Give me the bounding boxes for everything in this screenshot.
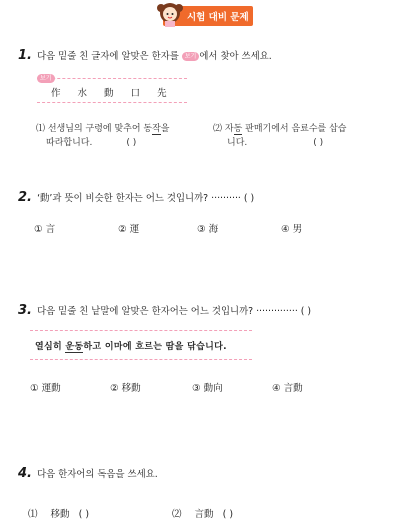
reading-item-1 xyxy=(28,506,89,520)
question-text: 다음 한자어의 독음을 쓰세요. xyxy=(37,469,158,480)
answer-blank[interactable]: ( ) xyxy=(313,138,324,148)
option-number: ① xyxy=(34,224,43,235)
option-number: ④ xyxy=(281,224,290,235)
sub-text: 니다. xyxy=(227,138,248,148)
option-value: 運 xyxy=(129,224,140,235)
section-badge xyxy=(163,6,253,26)
item-number: ⑴ xyxy=(28,509,38,520)
example-pill: 보기 xyxy=(182,52,200,61)
option-3-2[interactable] xyxy=(110,380,141,394)
sub-text: 따라합니다. xyxy=(46,138,93,148)
option-value: 動向 xyxy=(203,383,223,394)
option-2-1[interactable] xyxy=(34,221,55,235)
question-number: 2. xyxy=(18,190,32,205)
sub-text: ⑴ 선생님의 구령에 맞추어 동 xyxy=(36,124,153,134)
question-number: 3. xyxy=(18,303,32,318)
question-1 xyxy=(18,44,272,63)
badge-label: 시험 대비 문제 xyxy=(187,12,249,23)
sentence-part: 하고 이마에 흐르는 땀을 닦습니다. xyxy=(83,342,227,352)
option-value: 言 xyxy=(45,224,56,235)
sub-question-1 xyxy=(36,122,169,150)
divider xyxy=(30,330,252,331)
option-value: 移動 xyxy=(121,383,141,394)
option-3-4[interactable] xyxy=(272,380,303,394)
item-number: ⑵ xyxy=(172,509,182,520)
option-value: 海 xyxy=(208,224,219,235)
question-2 xyxy=(18,186,254,205)
sentence-box xyxy=(30,330,252,360)
option-2-3[interactable] xyxy=(197,221,218,235)
answer-blank[interactable]: ( ) xyxy=(126,138,137,148)
underlined-char: 동 xyxy=(233,124,243,134)
option-3-1[interactable] xyxy=(30,380,61,394)
question-text: ‘動’과 뜻이 비슷한 한자는 어느 것입니까? ·········· ( ) xyxy=(37,193,255,204)
sentence-text xyxy=(35,339,227,352)
question-text-part: 에서 찾아 쓰세요. xyxy=(199,51,272,62)
option-2-2[interactable] xyxy=(118,221,139,235)
option-value: 男 xyxy=(292,224,303,235)
sub-text: ⑵ 자 xyxy=(213,124,234,134)
question-text xyxy=(37,51,272,62)
underlined-char: 작 xyxy=(152,124,161,134)
divider xyxy=(37,78,187,79)
option-number: ④ xyxy=(272,383,281,394)
option-value: 言動 xyxy=(283,383,303,394)
option-number: ② xyxy=(110,383,119,394)
mascot-girl-icon xyxy=(157,0,183,28)
sub-text: 판매기에서 음료수를 삽습 xyxy=(242,124,347,134)
option-number: ② xyxy=(118,224,127,235)
question-text: 다음 밑줄 친 낱말에 알맞은 한자어는 어느 것입니까? ·············· ( ) xyxy=(37,306,312,317)
sub-text: 을 xyxy=(160,124,170,134)
question-number: 1. xyxy=(18,48,32,63)
option-number: ③ xyxy=(192,383,201,394)
divider xyxy=(37,102,187,103)
option-number: ① xyxy=(30,383,39,394)
question-4 xyxy=(18,462,158,481)
reading-item-2 xyxy=(172,506,233,520)
question-3 xyxy=(18,299,311,318)
example-chars: 作 水 動 口 先 xyxy=(51,88,167,99)
item-word: 移動 xyxy=(50,509,70,520)
option-2-4[interactable] xyxy=(281,221,302,235)
example-box xyxy=(37,72,187,106)
answer-blank[interactable]: ( ) xyxy=(78,509,90,520)
option-3-3[interactable] xyxy=(192,380,223,394)
option-value: 運動 xyxy=(41,383,61,394)
item-word: 言動 xyxy=(194,509,214,520)
divider xyxy=(30,359,252,360)
sentence-part: 열심히 xyxy=(35,342,66,352)
answer-blank[interactable]: ( ) xyxy=(222,509,234,520)
question-text-part: 다음 밑줄 친 글자에 알맞은 한자를 xyxy=(37,51,179,62)
example-label: 보기 xyxy=(37,74,55,83)
underlined-word: 운동 xyxy=(65,342,84,352)
sub-question-2 xyxy=(213,122,346,150)
option-number: ③ xyxy=(197,224,206,235)
question-number: 4. xyxy=(18,466,32,481)
